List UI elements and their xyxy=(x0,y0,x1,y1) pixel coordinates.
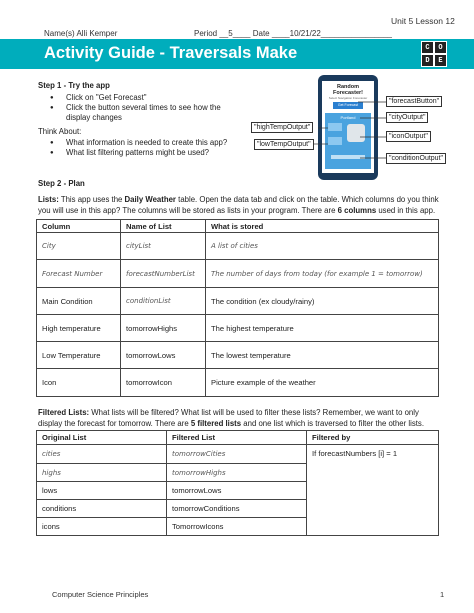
list-item: ● What information is needed to create this app? xyxy=(38,138,278,148)
table-row xyxy=(37,288,439,315)
column-header: Name of List xyxy=(121,220,206,233)
table-cell: cityList xyxy=(121,233,206,260)
lists-text: used in this app. xyxy=(376,205,436,215)
filtered-count: 5 filtered lists xyxy=(190,418,242,428)
table-cell: highs xyxy=(37,464,167,482)
table-cell: A list of cities xyxy=(206,233,439,260)
table-cell: tomorrowIcon xyxy=(121,369,206,397)
table-cell: forecastNumberList xyxy=(121,260,206,288)
table-row xyxy=(37,445,439,464)
footer-course: Computer Science Principles xyxy=(52,590,149,599)
table-cell: conditionList xyxy=(121,288,206,315)
table-cell: Picture example of the weather xyxy=(206,369,439,397)
column-count: 6 columns xyxy=(337,205,377,215)
table-cell: The highest temperature xyxy=(206,315,439,342)
name-field: Name(s) Alli Kemper xyxy=(44,29,118,38)
table-row xyxy=(37,342,439,369)
page-number: 1 xyxy=(440,590,445,599)
filtered-text: and one list which is traversed to filter the other lists. xyxy=(241,418,424,428)
table-cell: tomorrowCities xyxy=(167,445,307,464)
table-cell: Main Condition xyxy=(37,288,121,315)
column-header: What is stored xyxy=(206,220,439,233)
column-header: Original List xyxy=(37,431,167,445)
column-header: Filtered List xyxy=(167,431,307,445)
filtered-by-cell: If forecastNumbers [i] = 1 xyxy=(307,445,439,536)
table-row xyxy=(37,369,439,397)
lists-text: This app uses the xyxy=(58,195,125,204)
table-cell: tomorrowLows xyxy=(167,482,307,500)
callout-high-temp: "highTempOutput" xyxy=(251,122,313,133)
get-forecast-button: Get Forecast xyxy=(333,102,363,109)
table-cell: Icon xyxy=(37,369,121,397)
lists-label: Lists: xyxy=(38,195,59,204)
callout-lines xyxy=(300,92,400,172)
table-row xyxy=(37,233,439,260)
page-title: Activity Guide - Traversals Make xyxy=(44,44,298,62)
logo-letter: C xyxy=(422,42,433,53)
column-header: Filtered by xyxy=(307,431,439,445)
filtered-table xyxy=(36,430,439,536)
list-item: ● What list filtering patterns might be used? xyxy=(38,148,278,158)
table-header-row xyxy=(37,220,439,233)
filtered-text: What lists will be filtered? What list will be used to filter these lists? Remember, we want to only display the forecast for tomorrow. There are xyxy=(38,408,419,428)
filtered-paragraph xyxy=(38,408,443,429)
think-bullets xyxy=(38,138,278,158)
city-text: Portland xyxy=(340,115,356,120)
logo-letter: E xyxy=(435,55,446,66)
unit-label: Unit 5 Lesson 12 xyxy=(391,16,455,26)
list-item: ● Click the button several times to see how the display changes xyxy=(38,103,233,123)
period-date-field: Period __5____ Date ____10/21/22________________ xyxy=(194,29,392,38)
table-cell: conditions xyxy=(37,500,167,518)
think-about-title: Think About: xyxy=(38,127,82,136)
table-cell: TomorrowIcons xyxy=(167,518,307,536)
table-header-row xyxy=(37,431,439,445)
table-cell: tomorrowHighs xyxy=(167,464,307,482)
callout-icon-output: "iconOutput" xyxy=(386,131,431,142)
step2-title: Step 2 - Plan xyxy=(38,179,85,188)
table-cell: Low Temperature xyxy=(37,342,121,369)
app-title: Random Forecaster! xyxy=(333,84,363,96)
table-cell: lows xyxy=(37,482,167,500)
table-cell: High temperature xyxy=(37,315,121,342)
table-cell: The lowest temperature xyxy=(206,342,439,369)
code-logo xyxy=(421,41,447,67)
table-cell: tomorrowConditions xyxy=(167,500,307,518)
table-cell: cities xyxy=(37,445,167,464)
lists-text: table. Open the data tab and click on the table. Which columns do you think you will use in this app? The columns will be stored as lists in your program. There are xyxy=(38,195,439,215)
table-cell: Forecast Number xyxy=(37,260,121,288)
callout-condition-output: "conditionOutput" xyxy=(386,153,446,164)
table-cell: The condition (ex cloudy/rainy) xyxy=(206,288,439,315)
list-item: ● Click on "Get Forecast" xyxy=(38,93,233,103)
step1-bullets xyxy=(38,93,233,123)
logo-letter: D xyxy=(422,55,433,66)
table-cell: The number of days from today (for example 1 = tomorrow) xyxy=(206,260,439,288)
table-cell: icons xyxy=(37,518,167,536)
lists-paragraph xyxy=(38,195,443,216)
logo-letter: O xyxy=(435,42,446,53)
table-cell: City xyxy=(37,233,121,260)
app-subtitle: Select Navigation Forecaster xyxy=(328,96,368,100)
columns-table xyxy=(36,219,439,397)
table-row xyxy=(37,260,439,288)
dataset-name: Daily Weather xyxy=(124,195,176,204)
table-row xyxy=(37,315,439,342)
step1-title: Step 1 - Try the app xyxy=(38,81,110,90)
table-cell: tomorrowLows xyxy=(121,342,206,369)
callout-city-output: "cityOutput" xyxy=(386,112,428,123)
callout-forecast-button: "forecastButton" xyxy=(386,96,442,107)
table-cell: tomorrowHighs xyxy=(121,315,206,342)
column-header: Column xyxy=(37,220,121,233)
callout-low-temp: "lowTempOutput" xyxy=(254,139,314,150)
filtered-label: Filtered Lists: xyxy=(38,408,90,417)
